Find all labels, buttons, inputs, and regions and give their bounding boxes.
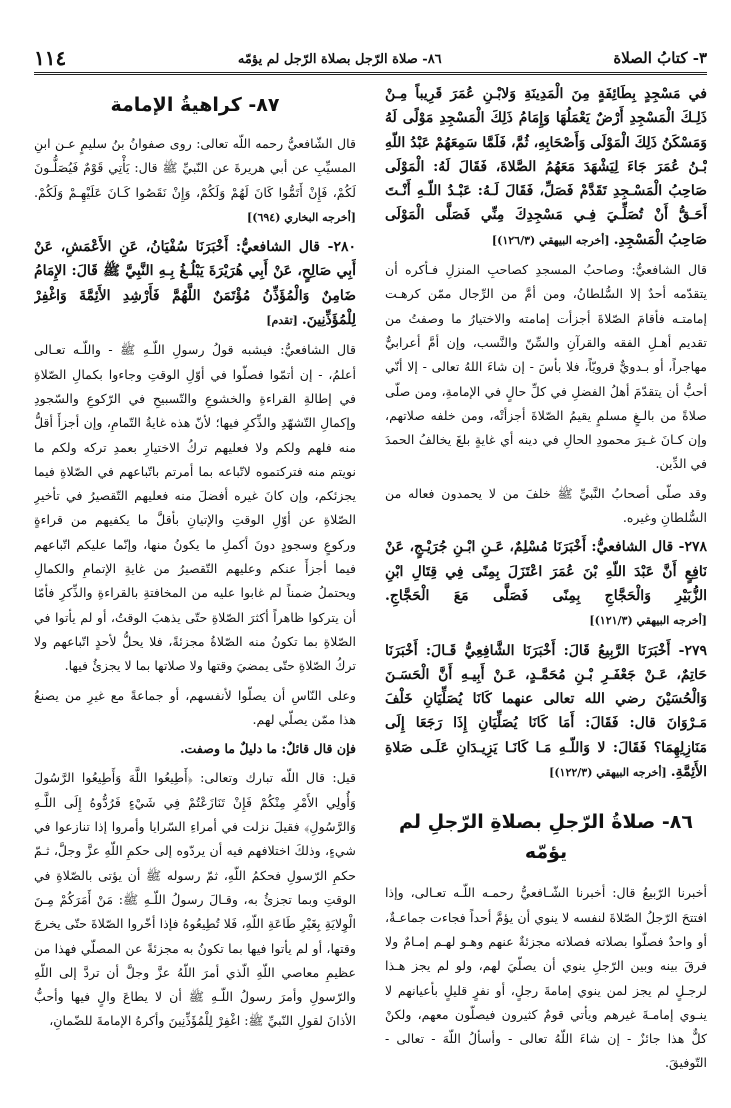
companions-prayer-note: وقد صلّى أصحابُ النَّبيِّ ﷺ خلفَ من لا يحمدون فعاله من السُّلطانِ وغيره. [385,485,707,526]
hadith-278: ٢٧٨- قال الشافعيُّ: أَخْبَرَنَا مُسْلِمٌ، عَـنِ ابْـنِ جُرَيْـجٍ، عَنْ نَافِعٍ أَنَّ عَبْدَ اللّهِ بْنَ عُمَرَ اعْتَزَلَ بِمِنًى فِي قِتَالِ ابْنِ الزُّبَيْرِ وَالْحَجَّاجِ بِمِنًى فَصَلَّى مَعَ الْحَجَّاجِ. [أخرجه البيهقي (١٢١/٣)] [385,539,707,628]
chapter-86-heading: ٨٦- صلاةُ الرّجلِ بصلاةِ الرّجلِ لم يؤمّه [399,811,693,864]
citation-bukhari-694: [أخرجه البخاري (٦٩٤)] [247,210,356,224]
citation-bayhaqi-122: [أخرجه البيهقي (١٢٢/٣)] [549,766,667,780]
page-header [34,40,707,75]
hadith-279: ٢٧٩- أَخْبَرَنَا الرَّبِيعُ قَالَ: أَخْبَرَنَا الشَّافِعِيُّ قَـالَ: أَخْبَرَنَا حَاتِمٌ، عَـنْ جَعْفَـرِ بْـنِ مُحَمَّـدٍ، عَـنْ أَبِيـهِ أَنَّ الْحَسَـنَ وَالْحُسَيْنَ رضي الله تعالى عنهما كَانَا يُصَلِّيَانِ خَلْفَ مَـرْوَانَ قال: فَقَالَ: أَمَا كَانَا يُصَلِّيَانِ إِذَا رَجَعَا إِلَى مَنَازِلِهِمَا؟ فَقَالَ: لا وَاللّـهِ مَـا كَانَـا يَزِيـدَانِ عَلَـى صَلاةِ الأَئِمَّةِ. [أخرجه البيهقي (١٢٢/٣)] [385,642,707,781]
shafii-commentary-mosque-owner: قال الشافعيُّ: وصاحبُ المسجدِ كصاحبِ المنزلِ فـأكره أن يتقدّمه أحدٌ إلا السُّلطانُ، ومن أمَّ من الرِّجال ممّن كرهـت إمامتـه فأقامَ الصّلاةَ أجزأت إمامته والاختيارُ ما وصفتُ من تقديم أهـلِ الفقه والقرآنِ والسِّنّ والنَّسب، وإن أمَّ أعرابيٌّ مهاجراً، أو بـدويٌّ قرويّاً، فلا بأسَ - إن شاءَ اللهُ تعالى - إلا أنّي أحبُّ أن يتقدّمَ أهلُ الفضلِ في كلِّ حالٍ في الإمامةِ، ومن صلّى صلاةً من بالـغٍ مسلمٍ يقيمُ الصّلاةَ أجزأتْه، ومن خلفه صلاتهم، وإن كـانَ غـيرَ محمودِ الحالِ في دينه أي غايةٍ بلغَ يخالفُ الحمدَ في الدِّين. [385,262,707,472]
chapter-87-heading: ٨٧- كراهيةُ الإمامة [110,94,280,116]
right-column [385,82,707,1087]
citation-previous: [تقدم] [266,314,298,328]
citation-bayhaqi-126: [أخرجه البيهقي (١٢٦/٣)] [491,233,610,247]
evidence-answer: قيل: قال اللّه تبارك وتعالى: ﴿أَطِيعُوا اللَّهَ وَأَطِيعُوا الرَّسُولَ وَأُولِي الأَمْرِ مِنْكُمْ فَإِنْ تَنَازَعْتُمْ فِي شَيْءٍ فَرُدُّوهُ إِلَى اللَّـهِ وَالرَّسُولِ﴾ فقيلَ نزلت في أمراءِ السّرايا وأمروا إذا تنازعوا في شيءٍ، وذلكَ اختلافهم فيه أن يردّوه إلى حكمِ اللّهِ عزَّ وجلَّ، ثـمّ حكمِ الرّسولِ فحكمُ اللّهِ، ثمّ رسوله ﷺ أن يؤتى بالصّلاةِ في الوقتِ وبما تجزئُ به، وقـالَ رسولُ اللّـهِ ﷺ: مَنْ أَمَرَكُمْ مِـنَ الْوِلايَةِ بِغَيْرِ طَاعَةِ اللّهِ، فَلا تُطِيعُوهُ فإذا أخّروا الصّلاةَ حتّى يخرجَ وقتها، أو لم يأتوا فيها بما تكونُ به مجزئةً عن المصلّي فهذا من عظيمِ معاصي اللّهِ الّذي أمرَ اللّهُ عزَّ وجلَّ أن تردَّ إلى اللّهِ والرّسولِ وأمرَ رسولُ اللّـهِ ﷺ أن لا يطاعَ والٍ فيها وأحبُّ الأذانَ لقولِ النّبيِّ ﷺ: اغْفِرْ لِلْمُؤَذِّنِينَ وأكرهُ الإمامةَ للضّمانِ، [34,770,356,1029]
people-pray-themselves: وعلى النّاسِ أن يصلّوا لأنفسهم، أو جماعةً مع غيرِ من يصنعُ هذا ممّن يصلّي لهم. [34,687,356,727]
shafii-commentary-imams: قال الشافعيُّ: فيشبه قولُ رسولِ اللّـهِ ﷺ - واللّـه تعـالى أعلمُ، - إن أتمّوا فصلّوا في أوّلِ الوقتِ وجاءوا بكمالِ الصّلاةِ في إطالةِ القراءةِ والخشوعِ والتّسبيحِ في الرّكوعِ والسّجودِ وإكمالِ التّشهّدِ والذِّكرِ فيها؛ لأنّ هذه غايةُ التّمامِ، وإن أجزأَ أقلُّ منه فلهم ولكم ولا فعليهم تركُ الاختيارِ بعمدِ تركه ولكم ما نويتم منه فتركتموه لاتّباعه بما أمرتم باتّباعهم في الصّلاةِ فيما يجزئكم، وإن كانَ غيره أفضلَ منه فعليهم التّقصيرُ في تأخيرِ الصّلاةِ عن أوّلِ الوقتِ والإتيانِ بأقلَّ ما يكفيهم من قراءةٍ وركوعٍ وسجودٍ دونَ أكملِ ما يكونُ منها، وإنّما عليكم اتّباعهم فيما أجزأَ عنكم وعليهم التّقصيرُ من غايةِ الإتمامِ والكمالِ ويحتملُ ضمناً لم غابوا عليه من المخافتةِ بالقراءةِ والذِّكرِ فأمّا أن يتركوا ظاهراً أكثرَ الصّلاةِ حتّى يذهبَ الوقتُ، أو لم يأتوا في الصّلاةِ بما تكونُ منه الصّلاةُ مجزئةً، فلا يحلُّ لأحدٍ اتّباعهم ولا تركُ الصّلاةِ حتّى يمضيَ وقتها ولا صلاتها بما لا يجزئُ فيها. [34,342,356,674]
page-number: ١١٤ [34,46,67,70]
safwan-hadith: قال الشّافعيُّ رحمه اللّه تعالى: روى صفوانُ بنُ سليمٍ عـن ابنِ المسيِّبِ عن أبي هريرةَ عن النّبيِّ ﷺ قال: يَأْتِي قَوْمٌ فَيُصَلُّـونَ لَكُمْ، فَإِنْ أَتَمُّوا كَانَ لَهُمْ وَلَكُمْ، وَإِنْ نَقَصُوا كَـانَ عَلَيْهِـمْ وَلَكُمْ. [أخرجه البخاري (٦٩٤)] [34,136,356,224]
left-column [34,82,356,1082]
hadith-280: ٢٨٠- قال الشافعيُّ: أَخْبَرَنَا سُفْيَانُ، عَنِ الأَعْمَشِ، عَنْ أَبِي صَالِحٍ، عَنْ أَبِي هُرَيْرَةَ يَبْلُـغُ بِـهِ النَّبِيَّ ﷺ قَالَ: الإِمَامُ ضَامِنٌ وَالْمُؤَذِّنُ مُؤْتَمَنٌ اللَّهُمَّ فَأَرْشِدِ الأَئِمَّةَ وَاغْفِرْ لِلْمُؤَذِّنِينَ. [تقدم] [34,239,356,329]
running-chapter-title: ٨٦- صلاة الرّجل بصلاة الرّجل لم يؤمّه [237,52,442,67]
book-section-title: ٣- كتابُ الصلاة [613,49,707,67]
chapter-86-text: أخبرنا الرّبيعُ قال: أخبرنا الشّـافعيُّ رحمـه اللّـه تعـالى، وإذا افتتحَ الرّجلُ الصّلاةَ لنفسه لا ينوي أن يؤمَّ أحداً فجاءت جماعـةٌ، أو واحدٌ فصلّوا بصلاته فصلاته مجزئةٌ عنهم وهـو لهـم إمـامٌ ولا فرقَ بينه وبين الرّجلِ ينوي أن يصلّيَ لهم، ولو لم يجز هـذا لرجـلٍ لم يجز لمن ينوي إمامةَ رجلٍ، أو نفرٍ قليلٍ بأعيانهم لا ينـوي إمامـةَ غيرهم ويأتي قومٌ كثيرون فيصلّون معهم، ولكنْ كلٌّ هذا جائزٌ - إن شاءَ اللّهُ تعالى - وأسألُ اللّهَ - تعالى - التّوفيقَ. [385,885,707,1071]
hadith-continuation: في مَسْجِدٍ بِطَائِفَةٍ مِنَ الْمَدِينَةِ وَلابْـنِ عُمَرَ قَرِيباً مِـنْ ذَلِـكَ الْمَسْجِدِ أَرْضٌ يَعْمَلُهَا وَإِمَامُ ذَلِكَ الْمَسْجِدِ مَوْلًى لَهُ وَمَسْكَنُ ذَلِكَ الْمَوْلَى وَأَصْحَابِهِ، ثُمَّ، فَلَمَّا سَمِعَهُمْ عَبْدُ اللّهِ بْـنُ عُمَرَ جَاءَ لِيَشْهَدَ مَعَهُمُ الصَّلاةَ، فَقَالَ لَهُ: الْمَوْلَى صَاحِبُ الْمَسْـجِدِ تَقَدَّمْ فَصَلِّ، فَقَالَ لَـهُ: عَبْـدُ اللّـهِ أَنْـتَ أَحَـقُّ أَنْ تُصَلِّـيَ فِـي مَسْجِدِكَ مِنِّي فَصَلَّى الْمَوْلَى صَاحِبُ الْمَسْجِدِ. [أخرجه البيهقي (١٢٦/٣)] [385,86,707,248]
citation-bayhaqi-121: [أخرجه البيهقي (١٢١/٣)] [589,614,707,628]
evidence-question: فإن قال قائلٌ: ما دليلٌ ما وصفت. [180,741,356,757]
